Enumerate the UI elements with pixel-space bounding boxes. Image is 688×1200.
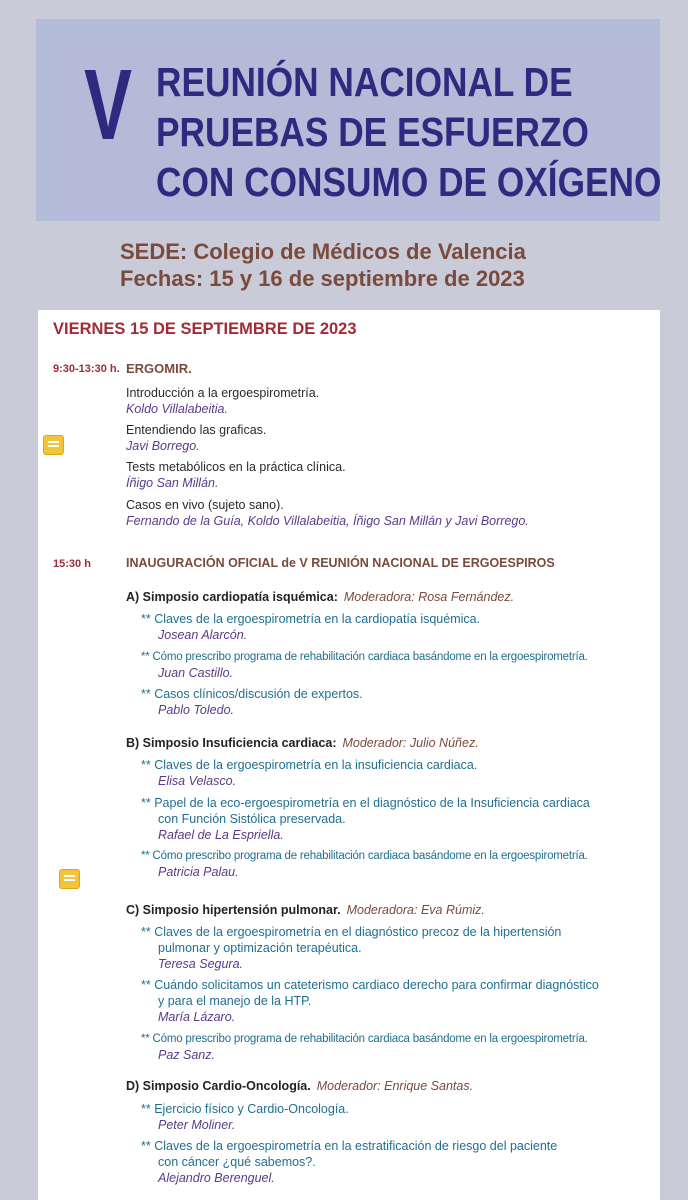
symposium-title: A) Simposio cardiopatía isquémica: bbox=[126, 590, 338, 604]
symposium-item: ** Cómo prescribo programa de rehabilitación cardiaca basándome en la ergoespirometría. Patricia Palau. bbox=[141, 850, 588, 879]
symposium-title: B) Simposio Insuficiencia cardiaca: bbox=[126, 736, 337, 750]
symposium-moderator: Moderador: Enrique Santas. bbox=[316, 1079, 474, 1093]
symposium-item: ** Cómo prescribo programa de rehabilitación cardiaca basándome en la ergoespirometría. Paz Sanz. bbox=[141, 1033, 588, 1062]
talk-item bbox=[126, 385, 319, 417]
talk-title: Tests metabólicos en la práctica clínica. bbox=[126, 460, 346, 474]
day-heading: VIERNES 15 DE SEPTIEMBRE DE 2023 bbox=[53, 320, 357, 338]
event-title: REUNIÓN NACIONAL DE PRUEBAS DE ESFUERZO CON CONSUMO DE OXÍGENO bbox=[156, 59, 662, 205]
symposium-item: ** Claves de la ergoespirometría en el diagnóstico precoz de la hipertensión pulmonar y optimización terapéutica. Teresa Segura. bbox=[141, 925, 562, 971]
symposium-header bbox=[126, 736, 479, 750]
session-title: ERGOMIR. bbox=[126, 361, 192, 376]
talk-speaker: Koldo Villalabeitia. bbox=[126, 402, 228, 416]
symposium-title: C) Simposio hipertensión pulmonar. bbox=[126, 903, 341, 917]
symposium-title: D) Simposio Cardio-Oncología. bbox=[126, 1079, 311, 1093]
talk-speaker: Javi Borrego. bbox=[126, 439, 200, 453]
symposium-item: ** Ejercicio físico y Cardio-Oncología. Peter Moliner. bbox=[141, 1102, 349, 1132]
symposium-item: ** Cómo prescribo programa de rehabilitación cardiaca basándome en la ergoespirometría. Juan Castillo. bbox=[141, 651, 588, 680]
talk-item bbox=[126, 459, 346, 491]
symposium-moderator: Moderadora: Rosa Fernández. bbox=[343, 590, 515, 604]
venue-info bbox=[120, 238, 526, 292]
venue-line: SEDE: Colegio de Médicos de Valencia bbox=[120, 239, 526, 264]
symposium-moderator: Moderadora: Eva Rúmiz. bbox=[346, 903, 485, 917]
talk-speaker: Íñigo San Millán. bbox=[126, 476, 219, 490]
comment-note-icon[interactable] bbox=[43, 435, 64, 455]
symposium-moderator: Moderador: Julio Núñez. bbox=[342, 736, 479, 750]
session-time: 15:30 h bbox=[53, 558, 91, 570]
talk-title: Introducción a la ergoespirometría. bbox=[126, 386, 320, 400]
symposium-item: ** Claves de la ergoespirometría en la cardiopatía isquémica. Josean Alarcón. bbox=[141, 612, 481, 642]
title-banner bbox=[36, 19, 660, 221]
symposium-header bbox=[126, 903, 485, 917]
dates-line: Fechas: 15 y 16 de septiembre de 2023 bbox=[120, 266, 525, 291]
talk-item bbox=[126, 497, 529, 529]
symposium-header bbox=[126, 590, 514, 604]
talk-speaker: Fernando de la Guía, Koldo Villalabeitia, Íñigo San Millán y Javi Borrego. bbox=[126, 514, 529, 528]
symposium-header bbox=[126, 1079, 473, 1093]
symposium-item: ** Claves de la ergoespirometría en la estratificación de riesgo del paciente con cáncer ¿qué sabemos?. Alejandro Berenguel. bbox=[141, 1139, 558, 1185]
talk-item bbox=[126, 422, 266, 454]
symposium-item: ** Papel de la eco-ergoespirometría en el diagnóstico de la Insuficiencia cardiaca con Función Sistólica preservada. Rafael de La Espriella. bbox=[141, 796, 590, 842]
symposium-item: ** Cuándo solicitamos un cateterismo cardiaco derecho para confirmar diagnóstico y para el manejo de la HTP. María Lázaro. bbox=[141, 978, 599, 1024]
comment-note-icon[interactable] bbox=[59, 869, 80, 889]
symposium-item: ** Claves de la ergoespirometría en la insuficiencia cardiaca. Elisa Velasco. bbox=[141, 758, 478, 788]
session-time: 9:30-13:30 h. bbox=[53, 363, 120, 375]
talk-title: Casos en vivo (sujeto sano). bbox=[126, 498, 284, 512]
edition-numeral: V bbox=[84, 49, 133, 161]
symposium-item: ** Casos clínicos/discusión de expertos. Pablo Toledo. bbox=[141, 687, 363, 717]
talk-title: Entendiendo las graficas. bbox=[126, 423, 267, 437]
session-title: INAUGURACIÓN OFICIAL de V REUNIÓN NACIONAL DE ERGOESPIROS bbox=[126, 556, 555, 570]
